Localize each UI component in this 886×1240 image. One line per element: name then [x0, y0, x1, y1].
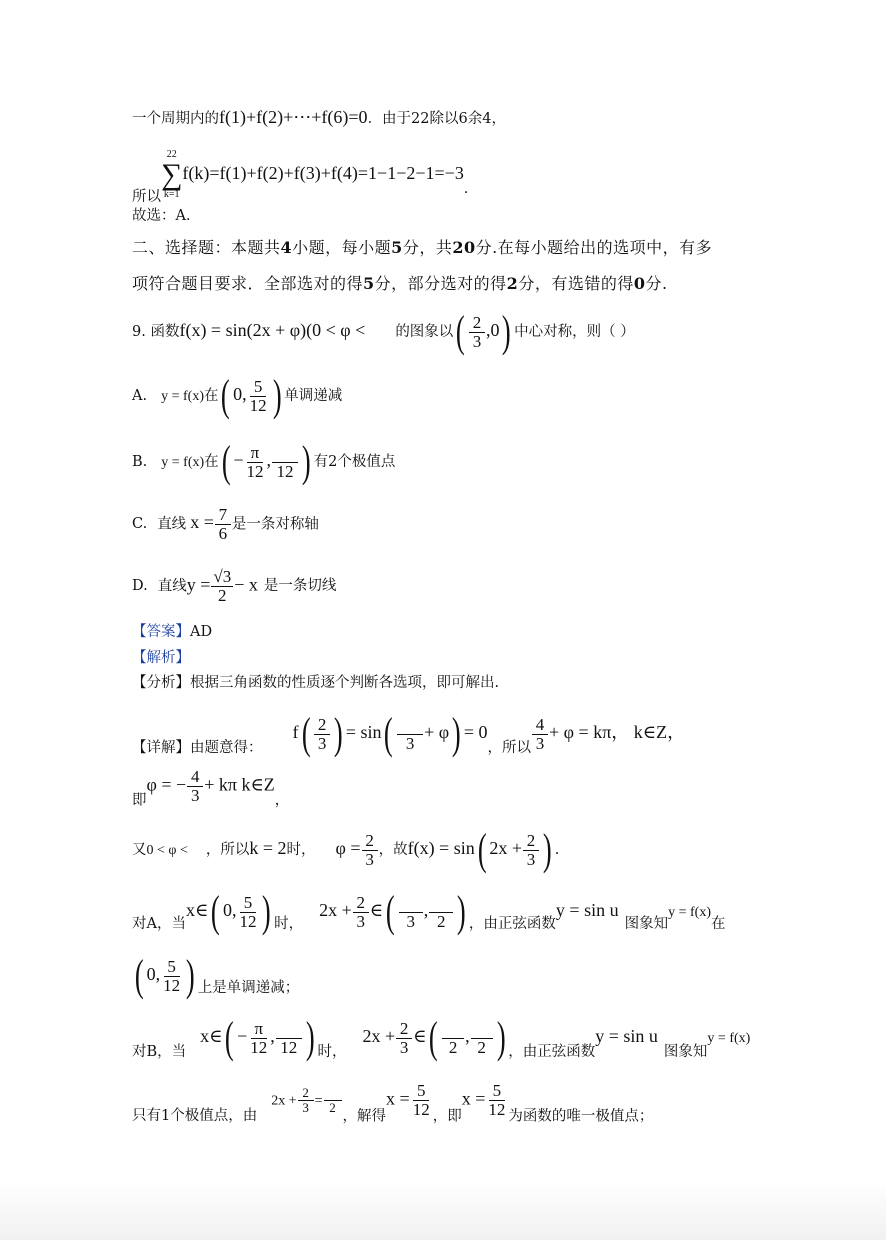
x-eq: x = — [461, 1088, 486, 1109]
option-b-text: 有2个极值点 — [313, 454, 396, 470]
frac-den: 2 — [218, 585, 227, 605]
paren-left: ( — [477, 825, 487, 874]
frac-num: π — [247, 444, 263, 463]
two-x-plus: 2x + — [319, 900, 352, 920]
y-fx: y = f(x) — [707, 1031, 751, 1046]
frac-den: 3 — [399, 1037, 409, 1057]
option-b-func: y = f(x) — [161, 455, 205, 470]
sec-text-c: 分，共 — [402, 238, 453, 257]
db2-frac1 — [298, 1086, 314, 1114]
dui-b-label: 对B，当 — [132, 1044, 187, 1060]
paren-left: ( — [301, 709, 311, 758]
da2-frac — [161, 958, 182, 995]
sec2-text-d: 分. — [645, 274, 668, 293]
option-a-text: 单调递减 — [284, 388, 343, 404]
frac-num: 4 — [187, 768, 203, 787]
frac-num — [397, 716, 423, 735]
frac-num: 5 — [250, 378, 266, 397]
paren-right: ) — [186, 951, 195, 1000]
sec2-text-b: 分，部分选对的得 — [374, 274, 507, 293]
you-frac1 — [362, 832, 378, 869]
comma: , — [423, 900, 429, 920]
paren-left: ( — [386, 887, 395, 936]
option-d-minus-x: − x — [234, 574, 258, 595]
paren-left: ( — [221, 437, 231, 486]
option-a-label: A. — [132, 388, 148, 404]
period-mark: . — [554, 842, 560, 858]
comma: , — [465, 1026, 470, 1046]
text-by-sine: ，由正弦函数 — [508, 1044, 596, 1060]
frac-num — [442, 1020, 464, 1039]
xj-frac3 — [532, 716, 548, 753]
line-summation — [132, 150, 478, 205]
frac-den: 2 — [477, 1037, 486, 1057]
ineq-phi: 0 < φ < — [146, 843, 188, 858]
frac-den: 3 — [406, 911, 416, 931]
option-c-frac — [215, 506, 231, 543]
y-sin-u: y = sin u — [555, 900, 619, 920]
paren-right: ) — [496, 1013, 506, 1062]
frac-den: 12 — [239, 911, 257, 931]
paren-right: ) — [262, 887, 272, 936]
sec2-num-5: 5 — [363, 274, 375, 293]
eq-zero: = 0 — [463, 722, 488, 742]
sum-lower: k=1 — [163, 189, 180, 200]
text-graph-know: 图象知 — [624, 916, 669, 932]
dui-a-line — [132, 887, 726, 936]
eq-sin: = sin — [345, 722, 382, 742]
text-when: 时， — [286, 842, 316, 858]
q9-function: f(x) = sin(2x + φ)(0 < φ < — [179, 320, 366, 340]
paren-left: ( — [225, 1013, 235, 1062]
frac-den: 12 — [163, 975, 181, 995]
interval-start: 0, — [233, 384, 247, 404]
k-pi: + φ = kπ — [549, 722, 612, 742]
sum-upper: 22 — [166, 149, 177, 160]
paren-left: ( — [429, 1013, 439, 1062]
answer-value: AD — [190, 624, 213, 640]
paren-right: ) — [272, 371, 282, 420]
interval-start: 0, — [146, 964, 161, 984]
frac-num — [324, 1086, 342, 1101]
interval-start: 0, — [222, 900, 237, 920]
line-period-sum — [132, 108, 506, 127]
frac-num — [276, 1020, 302, 1039]
option-d-frac — [211, 568, 233, 605]
frac-num: 2 — [314, 716, 330, 735]
comma: ， — [274, 792, 290, 809]
option-b — [132, 437, 396, 486]
frac-num — [272, 444, 298, 463]
frac-den: 6 — [218, 523, 228, 543]
text-by-sine: ，由正弦函数 — [468, 916, 556, 932]
frac-den: 12 — [249, 395, 267, 415]
db2-frac4 — [486, 1082, 507, 1119]
period-mark: ． — [463, 181, 478, 197]
comma: , — [266, 450, 271, 470]
k-in-z: ， k∈Z， — [611, 722, 686, 742]
text-graph-know: 图象知 — [663, 1044, 708, 1060]
paren-left: ( — [211, 887, 221, 936]
frac-num: 2 — [362, 832, 378, 851]
frac-num: 5 — [413, 1082, 429, 1101]
sec2-text-c: 分，有选错的得 — [518, 274, 634, 293]
paren-left: ( — [456, 307, 466, 356]
sec-num-4: 4 — [280, 238, 293, 257]
two-x-plus: 2x + — [489, 838, 523, 858]
frac-num — [471, 1020, 493, 1039]
ji-line — [132, 768, 289, 808]
paren-left: ( — [384, 709, 394, 758]
option-b-label: B. — [132, 454, 148, 470]
sec2-num-0: 0 — [633, 274, 646, 293]
xj-frac1 — [314, 716, 330, 753]
answer-tag: 【答案】 — [132, 624, 190, 640]
option-c-word: 直线 — [157, 516, 187, 533]
frac-num: √3 — [213, 567, 232, 586]
option-d-word: 直线 — [157, 578, 187, 595]
da-frac4 — [429, 894, 453, 931]
fenxi-text: 根据三角函数的性质逐个判断各选项，即可解出. — [190, 675, 500, 691]
frac-den: 12 — [488, 1099, 506, 1119]
two-x-plus: 2x + — [271, 1093, 297, 1109]
frac-num: 2 — [469, 314, 485, 333]
frac-den: 3 — [356, 911, 366, 931]
option-b-frac2 — [272, 444, 298, 481]
text-suoyi: 所以 — [132, 189, 161, 205]
paren-right: ) — [305, 1013, 315, 1062]
db-frac1 — [248, 1020, 269, 1057]
you-frac2 — [523, 832, 539, 869]
frac-den: 3 — [472, 331, 482, 351]
analysis-tag: 【解析】 — [132, 650, 190, 666]
db2-frac2 — [324, 1086, 342, 1115]
option-b-in: 在 — [204, 454, 219, 470]
option-c-text: 是一条对称轴 — [231, 516, 319, 533]
formula-sum-value: f(k)=f(1)+f(2)+f(3)+f(4)=1−1−2−1=−3 — [182, 163, 464, 183]
frac-num: 5 — [489, 1082, 505, 1101]
option-d — [132, 568, 336, 605]
frac-den: 3 — [317, 733, 327, 753]
answer-line — [132, 625, 212, 640]
eq-sign: = — [314, 1093, 323, 1109]
section-heading-1 — [132, 240, 712, 256]
frac-den: 3 — [526, 849, 536, 869]
analysis-line — [132, 651, 190, 666]
text-so: ，所以 — [487, 740, 531, 756]
dui-b-line — [132, 1013, 751, 1062]
x-eq: x = — [386, 1088, 410, 1109]
option-c — [132, 506, 319, 543]
option-c-label: C. — [132, 516, 148, 533]
frac-den: 12 — [280, 1037, 298, 1057]
minus-sign: − — [233, 450, 244, 470]
you-text: 又 — [132, 842, 147, 858]
minus-sign: − — [237, 1026, 248, 1046]
q9-text-mid: 的图象以 — [395, 324, 454, 340]
option-d-text: 是一条切线 — [263, 578, 337, 595]
paren-left: ( — [221, 371, 231, 420]
frac-num: 2 — [396, 1020, 412, 1039]
q9-text-tail: 中心对称，则（ ） — [514, 324, 635, 340]
option-c-x: x = — [190, 512, 214, 533]
text-one-extremum: 只有1个极值点，由 — [132, 1108, 258, 1125]
text-at: 在 — [710, 916, 726, 932]
fenxi-line — [132, 676, 499, 691]
frac-num: 5 — [240, 894, 256, 913]
text-ji: ，即 — [432, 1108, 462, 1125]
sum-sigma: ∑ — [161, 158, 183, 191]
da-frac1 — [237, 894, 258, 931]
paren-left: ( — [134, 951, 144, 1000]
frac-num: 5 — [164, 958, 180, 977]
func-f: f — [292, 722, 299, 742]
fenxi-tag: 【分析】 — [132, 675, 190, 691]
x-in: x∈ — [200, 1026, 223, 1046]
two-x-plus: 2x + — [362, 1026, 396, 1046]
in-symbol: ∈ — [369, 900, 384, 920]
frac-num: 2 — [523, 832, 539, 851]
frac-den: 3 — [535, 733, 545, 753]
xiangjie-line — [132, 709, 686, 758]
option-b-frac1 — [244, 444, 265, 481]
frac-den: 12 — [246, 461, 264, 481]
xj-frac2 — [397, 716, 423, 753]
option-d-label: D. — [132, 578, 148, 595]
summation-symbol — [161, 150, 182, 200]
paren-right: ) — [301, 437, 311, 486]
da-frac3 — [399, 894, 423, 931]
fx-sin: f(x) = sin — [407, 838, 475, 858]
sec-text-b: 小题，每小题 — [292, 238, 392, 257]
page-bottom-shadow — [0, 1180, 886, 1240]
frac-num: π — [251, 1020, 267, 1039]
frac-num: 7 — [215, 506, 231, 525]
ji-text: 即 — [132, 792, 147, 809]
frac-den: 2 — [437, 911, 446, 931]
k-pi: + kπ k∈Z — [204, 774, 275, 795]
sec-num-5: 5 — [391, 238, 403, 257]
question-9 — [132, 307, 635, 356]
text-unique-extremum: 为函数的唯一极值点； — [508, 1108, 654, 1125]
formula-period-sum: f(1)+f(2)+⋯+f(6)=0 — [219, 107, 368, 127]
x-in: x∈ — [185, 900, 209, 920]
text-period: 一个周期内的 — [132, 111, 219, 127]
frac-num: 4 — [532, 716, 548, 735]
y-fx: y = f(x) — [668, 905, 711, 920]
paren-right: ) — [334, 709, 343, 758]
sec-text-a: 二、选择题：本题共 — [132, 238, 281, 257]
db2-frac3 — [411, 1082, 432, 1119]
dui-b-line-2 — [132, 1082, 653, 1124]
text-gu: ，故 — [378, 842, 408, 858]
option-a-frac — [248, 378, 269, 415]
frac-den: 12 — [276, 461, 294, 481]
option-a — [132, 371, 343, 420]
ji-frac — [187, 768, 203, 805]
sec-num-20: 20 — [452, 238, 476, 257]
frac-num: 2 — [298, 1086, 314, 1101]
frac-den: 3 — [405, 733, 415, 753]
frac-den: 2 — [329, 1100, 336, 1116]
paren-right: ) — [502, 307, 512, 356]
xiangjie-text: 由题意得： — [190, 740, 263, 756]
q9-point-tail: ,0 — [485, 320, 500, 340]
y-sin-u: y = sin u — [595, 1026, 658, 1046]
q9-label: 9. 函数 — [132, 324, 180, 340]
option-a-in: 在 — [203, 388, 219, 404]
sec2-num-2: 2 — [506, 274, 519, 293]
k-eq-2: k = 2 — [249, 838, 287, 858]
in-symbol: ∈ — [413, 1026, 427, 1046]
frac-den: 12 — [412, 1099, 430, 1119]
db-frac4 — [442, 1020, 464, 1057]
plus-phi: + φ — [424, 722, 450, 742]
frac-den: 3 — [365, 849, 374, 869]
section-heading-2 — [132, 276, 668, 292]
comma: , — [270, 1026, 275, 1046]
text-when: 时， — [317, 1044, 347, 1060]
paren-right: ) — [452, 709, 461, 758]
phi-eq: φ = − — [146, 774, 187, 795]
line-answer-choice: 故选：A． — [132, 208, 201, 224]
db-frac5 — [471, 1020, 493, 1057]
option-d-y: y = — [186, 574, 211, 595]
db-frac2 — [276, 1020, 302, 1057]
you-line — [132, 825, 560, 874]
dui-a-line-2 — [132, 951, 300, 1000]
text-so: ，所以 — [205, 842, 250, 858]
sec2-text-a: 项符合题目要求．全部选对的得 — [132, 274, 364, 293]
text-solve: ，解得 — [342, 1108, 387, 1125]
frac-den: 3 — [190, 785, 200, 805]
paren-right: ) — [457, 887, 466, 936]
text-when: 时， — [274, 916, 304, 932]
da-frac2 — [353, 894, 369, 931]
frac-den: 2 — [448, 1037, 458, 1057]
frac-num: 2 — [353, 894, 369, 913]
text-decreasing: 上是单调递减； — [197, 980, 300, 996]
q9-point-frac — [469, 314, 485, 351]
text-remainder: ．由于22除以6余4， — [367, 111, 506, 127]
option-a-func: y = f(x) — [161, 389, 204, 404]
xiangjie-tag: 【详解】 — [132, 740, 190, 756]
db-frac3 — [396, 1020, 412, 1057]
frac-num — [399, 894, 423, 913]
dui-a-label: 对A，当 — [132, 916, 186, 932]
frac-den: 12 — [250, 1037, 268, 1057]
phi-eq: φ = — [335, 838, 361, 858]
frac-num — [429, 894, 453, 913]
paren-right: ) — [542, 825, 552, 874]
frac-den: 3 — [302, 1099, 309, 1115]
sec-text-d: 分.在每小题给出的选项中，有多 — [475, 238, 713, 257]
